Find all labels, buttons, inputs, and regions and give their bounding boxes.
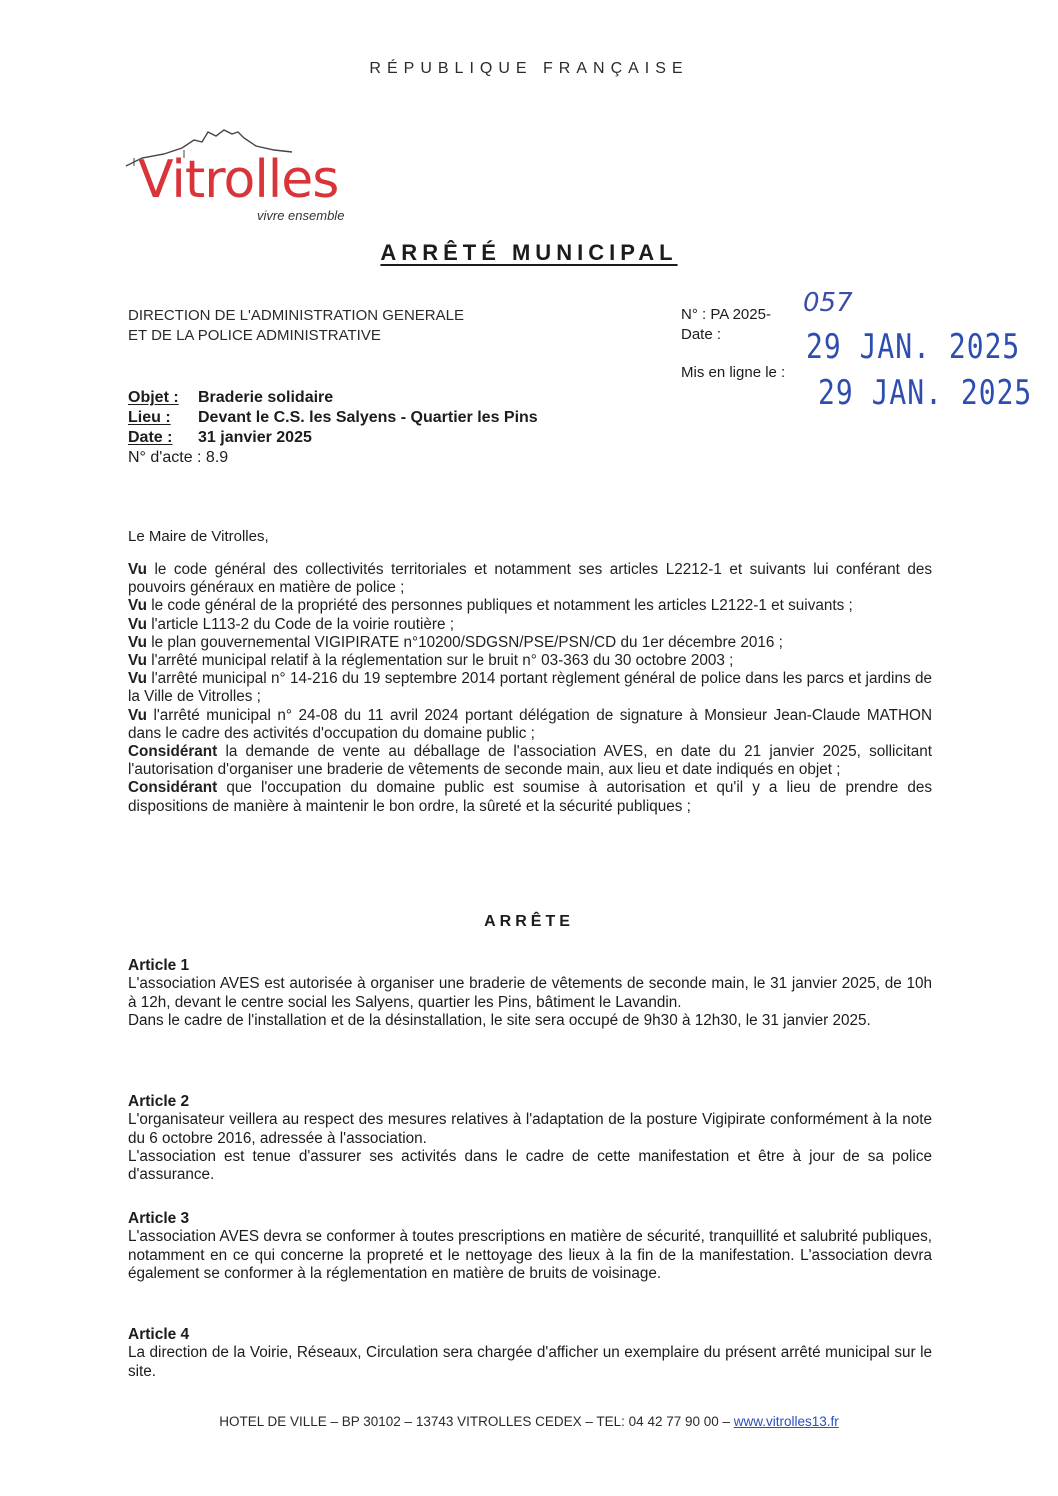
online-label: Mis en ligne le : bbox=[681, 364, 786, 381]
footer-address: HOTEL DE VILLE – BP 30102 – 13743 VITROLLES CEDEX – TEL: 04 42 77 90 00 – bbox=[219, 1414, 734, 1429]
article-paragraph: L'association AVES est autorisée à organiser une braderie de vêtements de seconde main, le 31 janvier 2025, de 10h à 12h, devant le centre social les Salyens, quartier les Pins, bâtiment le Lavandin. bbox=[128, 975, 932, 1011]
consideration-item: Considérant la demande de vente au déballage de l'association AVES, en date du 21 janvier 2025, sollicitant l'autorisation d'organiser une braderie de vêtements de seconde main, aux lieu et date indiqués en objet ; bbox=[128, 743, 932, 779]
footer bbox=[0, 1414, 1058, 1429]
consideration-item: Vu le code général de la propriété des personnes publiques et notamment les articles L2122-1 et suivants ; bbox=[128, 597, 853, 615]
direction-line-1: DIRECTION DE L'ADMINISTRATION GENERALE bbox=[128, 307, 464, 324]
date-label: Date : bbox=[681, 326, 722, 343]
vitrolles-logo bbox=[124, 128, 394, 228]
article-paragraph: Dans le cadre de l'installation et de la désinstallation, le site sera occupé de 9h30 à 12h30, le 31 janvier 2025. bbox=[128, 1011, 871, 1029]
consideration-item: Vu l'arrêté municipal n° 24-08 du 11 avril 2024 portant délégation de signature à Monsieur Jean-Claude MATHON dans le cadre des activités d'occupation du domaine public ; bbox=[128, 706, 932, 742]
handwritten-number: 057 bbox=[803, 288, 853, 318]
logo-tagline: vivre ensemble bbox=[257, 208, 345, 223]
article-title: Article 4 bbox=[128, 1326, 190, 1343]
consideration-item: Vu l'arrêté municipal relatif à la réglementation sur le bruit n° 03-363 du 30 octobre 2003 ; bbox=[128, 652, 734, 670]
lieu-label: Lieu : bbox=[128, 409, 171, 426]
consideration-item: Considérant que l'occupation du domaine public est soumise à autorisation et qu'il y a lieu de prendre des dispositions de manière à maintenir le bon ordre, la sûreté et la sécurité publiques ; bbox=[128, 779, 932, 815]
consideration-item: Vu le code général des collectivités territoriales et notamment ses articles L2212-1 et suivants lui conférant des pouvoirs généraux en matière de police ; bbox=[128, 561, 932, 597]
subject-date-value: 31 janvier 2025 bbox=[198, 429, 312, 446]
date-stamp: 29 JAN. 2025 bbox=[806, 326, 1021, 367]
arrete-heading: ARRÊTE bbox=[484, 913, 574, 930]
subject-block bbox=[128, 388, 538, 468]
consideration-item: Vu l'arrêté municipal n° 14-216 du 19 septembre 2014 portant règlement général de police dans les parcs et jardins de la Ville de Vitrolles ; bbox=[128, 670, 932, 706]
article-2 bbox=[128, 1093, 932, 1184]
document-title: ARRÊTÉ MUNICIPAL bbox=[380, 240, 678, 265]
lieu-value: Devant le C.S. les Salyens - Quartier les Pins bbox=[198, 409, 538, 426]
article-paragraph: L'association est tenue d'assurer ses activités dans le cadre de cette manifestation et être à jour de sa police d'assurance. bbox=[128, 1147, 932, 1184]
article-title: Article 2 bbox=[128, 1093, 190, 1110]
logo-wordmark: Vitrolles bbox=[138, 150, 339, 210]
republic-header: RÉPUBLIQUE FRANÇAISE bbox=[369, 60, 689, 77]
acte-number: N° d'acte : 8.9 bbox=[128, 449, 229, 466]
considerations-block bbox=[128, 561, 932, 816]
article-1 bbox=[128, 957, 932, 1030]
direction-line-2: ET DE LA POLICE ADMINISTRATIVE bbox=[128, 327, 381, 344]
article-3 bbox=[128, 1210, 932, 1283]
objet-value: Braderie solidaire bbox=[198, 389, 334, 406]
article-title: Article 3 bbox=[128, 1210, 190, 1227]
salutation: Le Maire de Vitrolles, bbox=[128, 528, 269, 545]
consideration-item: Vu le plan gouvernemental VIGIPIRATE n°10200/SDGSN/PSE/PSN/CD du 1er décembre 2016 ; bbox=[128, 633, 783, 651]
online-stamp: 29 JAN. 2025 bbox=[818, 372, 1033, 413]
number-label: N° : PA 2025- bbox=[681, 306, 771, 323]
article-paragraph: La direction de la Voirie, Réseaux, Circulation sera chargée d'afficher un exemplaire du présent arrêté municipal sur le site. bbox=[128, 1344, 932, 1380]
direction-block bbox=[128, 306, 464, 346]
consideration-item: Vu l'article L113-2 du Code de la voirie routière ; bbox=[128, 615, 455, 633]
article-paragraph: L'association AVES devra se conformer à toutes prescriptions en matière de sécurité, tranquillité et salubrité publiques, notamment en ce qui concerne la propreté et le nettoyage des lieux à la fin de la manifestation. L'association devra également se conformer à la réglementation en matière de bruits de voisinage. bbox=[128, 1228, 932, 1282]
subject-date-label: Date : bbox=[128, 429, 173, 446]
article-title: Article 1 bbox=[128, 957, 190, 974]
objet-label: Objet : bbox=[128, 389, 179, 406]
website-link[interactable]: www.vitrolles13.fr bbox=[733, 1414, 839, 1429]
article-4 bbox=[128, 1326, 932, 1381]
article-paragraph: L'organisateur veillera au respect des mesures relatives à l'adaptation de la posture Vigipirate conformément à la note du 6 octobre 2016, adressée à l'association. bbox=[128, 1111, 932, 1147]
